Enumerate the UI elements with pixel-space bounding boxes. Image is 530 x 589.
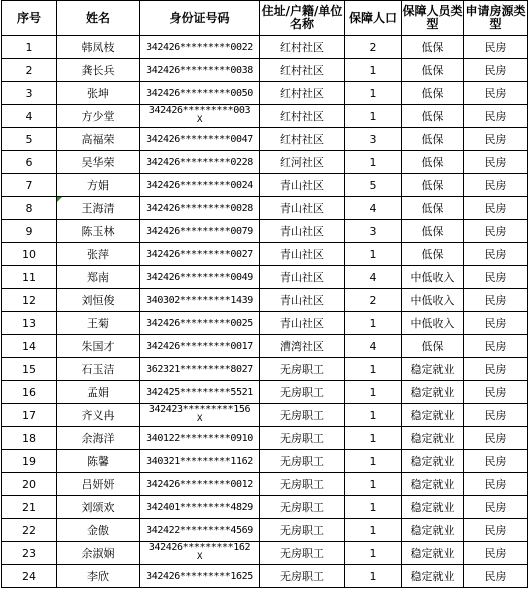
cell-type: 稳定就业 xyxy=(402,404,464,427)
cell-housing: 民房 xyxy=(464,82,528,105)
table-row xyxy=(2,197,528,220)
cell-id: 342426*********0028 xyxy=(140,197,260,220)
cell-id xyxy=(140,105,260,128)
cell-name xyxy=(57,36,140,59)
cell-address: 青山社区 xyxy=(260,243,345,266)
cell-name xyxy=(57,450,140,473)
header-persons: 保障人口 xyxy=(345,1,402,36)
cell-housing: 民房 xyxy=(464,59,528,82)
cell-type: 稳定就业 xyxy=(402,450,464,473)
cell-id: 342426*********0017 xyxy=(140,335,260,358)
cell-name xyxy=(57,358,140,381)
cell-address: 青山社区 xyxy=(260,289,345,312)
cell-type: 低保 xyxy=(402,220,464,243)
cell-address: 漕湾社区 xyxy=(260,335,345,358)
cell-housing: 民房 xyxy=(464,381,528,404)
cell-name-text: 郑南 xyxy=(87,271,109,284)
cell-address: 无房职工 xyxy=(260,473,345,496)
cell-name-text: 石玉洁 xyxy=(81,363,115,376)
cell-name xyxy=(57,82,140,105)
cell-seq: 3 xyxy=(2,82,57,105)
cell-name xyxy=(57,151,140,174)
cell-id-text: 342423*********156 xyxy=(148,404,251,415)
cell-id: 342426*********0079 xyxy=(140,220,260,243)
cell-housing: 民房 xyxy=(464,358,528,381)
cell-name-text: 高福荣 xyxy=(81,133,115,146)
cell-id xyxy=(140,404,260,427)
cell-housing: 民房 xyxy=(464,266,528,289)
cell-name-text: 王海清 xyxy=(81,202,115,215)
cell-seq: 19 xyxy=(2,450,57,473)
cell-housing: 民房 xyxy=(464,128,528,151)
cell-id: 342425*********5521 xyxy=(140,381,260,404)
cell-address: 青山社区 xyxy=(260,220,345,243)
cell-name xyxy=(57,289,140,312)
cell-housing: 民房 xyxy=(464,565,528,588)
cell-name-text: 吕妍妍 xyxy=(81,478,115,491)
cell-name xyxy=(57,174,140,197)
cell-persons: 1 xyxy=(345,59,402,82)
cell-seq: 20 xyxy=(2,473,57,496)
cell-seq: 11 xyxy=(2,266,57,289)
cell-seq: 9 xyxy=(2,220,57,243)
cell-name-text: 齐义冉 xyxy=(81,409,115,422)
cell-persons: 5 xyxy=(345,174,402,197)
cell-id-tail: X xyxy=(196,414,203,424)
cell-id: 342426*********0047 xyxy=(140,128,260,151)
cell-housing: 民房 xyxy=(464,289,528,312)
cell-persons: 4 xyxy=(345,266,402,289)
table-row xyxy=(2,82,528,105)
cell-address: 红村社区 xyxy=(260,105,345,128)
header-name: 姓名 xyxy=(57,1,140,36)
cell-seq: 12 xyxy=(2,289,57,312)
cell-name xyxy=(57,335,140,358)
cell-name-text: 张坤 xyxy=(87,87,109,100)
table-row xyxy=(2,243,528,266)
table-row xyxy=(2,427,528,450)
cell-persons: 1 xyxy=(345,358,402,381)
cell-name-text: 韩凤枝 xyxy=(81,41,115,54)
cell-type: 中低收入 xyxy=(402,289,464,312)
cell-seq: 22 xyxy=(2,519,57,542)
cell-persons: 4 xyxy=(345,335,402,358)
table-row xyxy=(2,59,528,82)
table-body xyxy=(2,36,528,588)
cell-seq: 18 xyxy=(2,427,57,450)
cell-seq: 15 xyxy=(2,358,57,381)
cell-housing: 民房 xyxy=(464,312,528,335)
cell-id: 342426*********1625 xyxy=(140,565,260,588)
cell-housing: 民房 xyxy=(464,220,528,243)
table-row xyxy=(2,105,528,128)
cell-id-text: 342426*********003 xyxy=(148,105,251,116)
cell-name-text: 陈玉林 xyxy=(81,225,115,238)
cell-persons: 1 xyxy=(345,427,402,450)
cell-type: 中低收入 xyxy=(402,312,464,335)
cell-type: 中低收入 xyxy=(402,266,464,289)
cell-id: 342426*********0022 xyxy=(140,36,260,59)
cell-name-text: 方少堂 xyxy=(81,110,115,123)
cell-address: 无房职工 xyxy=(260,381,345,404)
cell-housing: 民房 xyxy=(464,197,528,220)
cell-name xyxy=(57,243,140,266)
cell-housing: 民房 xyxy=(464,335,528,358)
cell-name xyxy=(57,404,140,427)
table-row xyxy=(2,36,528,59)
cell-address: 无房职工 xyxy=(260,450,345,473)
table-row xyxy=(2,289,528,312)
cell-seq: 14 xyxy=(2,335,57,358)
cell-address: 无房职工 xyxy=(260,496,345,519)
cell-persons: 1 xyxy=(345,105,402,128)
header-housing: 申请房源类型 xyxy=(464,1,528,36)
cell-address: 无房职工 xyxy=(260,404,345,427)
cell-type: 稳定就业 xyxy=(402,519,464,542)
table-row xyxy=(2,473,528,496)
cell-id: 342422*********4569 xyxy=(140,519,260,542)
cell-id: 342426*********0049 xyxy=(140,266,260,289)
cell-id: 342426*********0050 xyxy=(140,82,260,105)
cell-housing: 民房 xyxy=(464,174,528,197)
cell-type: 低保 xyxy=(402,36,464,59)
cell-id: 342426*********0228 xyxy=(140,151,260,174)
cell-housing: 民房 xyxy=(464,243,528,266)
cell-seq: 24 xyxy=(2,565,57,588)
table-row xyxy=(2,266,528,289)
cell-name-text: 余淑娴 xyxy=(81,547,115,560)
cell-type: 低保 xyxy=(402,82,464,105)
cell-seq: 1 xyxy=(2,36,57,59)
cell-housing: 民房 xyxy=(464,404,528,427)
table-row xyxy=(2,312,528,335)
table-row xyxy=(2,565,528,588)
cell-housing: 民房 xyxy=(464,542,528,565)
cell-seq: 4 xyxy=(2,105,57,128)
cell-address: 红村社区 xyxy=(260,59,345,82)
cell-name xyxy=(57,519,140,542)
cell-persons: 4 xyxy=(345,197,402,220)
cell-name-text: 李欣 xyxy=(87,570,109,583)
cell-seq: 13 xyxy=(2,312,57,335)
comment-marker-icon xyxy=(57,197,62,202)
cell-persons: 1 xyxy=(345,82,402,105)
cell-address: 红村社区 xyxy=(260,82,345,105)
cell-seq: 6 xyxy=(2,151,57,174)
cell-name xyxy=(57,59,140,82)
cell-seq: 8 xyxy=(2,197,57,220)
cell-persons: 3 xyxy=(345,128,402,151)
cell-persons: 1 xyxy=(345,151,402,174)
cell-name-text: 朱国才 xyxy=(81,340,115,353)
cell-housing: 民房 xyxy=(464,496,528,519)
cell-housing: 民房 xyxy=(464,519,528,542)
table-row xyxy=(2,450,528,473)
cell-type: 低保 xyxy=(402,335,464,358)
cell-housing: 民房 xyxy=(464,473,528,496)
cell-name xyxy=(57,128,140,151)
cell-id: 342426*********0024 xyxy=(140,174,260,197)
cell-name xyxy=(57,565,140,588)
cell-seq: 17 xyxy=(2,404,57,427)
cell-seq: 7 xyxy=(2,174,57,197)
cell-name xyxy=(57,542,140,565)
cell-housing: 民房 xyxy=(464,450,528,473)
cell-persons: 1 xyxy=(345,312,402,335)
cell-name-text: 刘颂欢 xyxy=(81,501,115,514)
table-row xyxy=(2,220,528,243)
housing-assistance-table xyxy=(1,0,528,588)
cell-name xyxy=(57,312,140,335)
cell-id: 340321*********1162 xyxy=(140,450,260,473)
cell-name-text: 孟娟 xyxy=(87,386,109,399)
cell-seq: 2 xyxy=(2,59,57,82)
cell-name xyxy=(57,381,140,404)
cell-persons: 1 xyxy=(345,404,402,427)
cell-persons: 1 xyxy=(345,542,402,565)
cell-address: 青山社区 xyxy=(260,312,345,335)
cell-address: 无房职工 xyxy=(260,358,345,381)
cell-seq: 10 xyxy=(2,243,57,266)
cell-id xyxy=(140,542,260,565)
cell-id-tail: X xyxy=(196,552,203,562)
cell-id-text: 342426*********162 xyxy=(148,542,251,553)
cell-id: 342426*********0012 xyxy=(140,473,260,496)
cell-name-text: 方娟 xyxy=(87,179,109,192)
cell-type: 稳定就业 xyxy=(402,358,464,381)
cell-address: 无房职工 xyxy=(260,427,345,450)
cell-name-text: 金傲 xyxy=(87,524,109,537)
cell-name xyxy=(57,266,140,289)
cell-name xyxy=(57,105,140,128)
cell-address: 青山社区 xyxy=(260,266,345,289)
cell-type: 稳定就业 xyxy=(402,496,464,519)
cell-name xyxy=(57,220,140,243)
cell-type: 稳定就业 xyxy=(402,381,464,404)
table-row xyxy=(2,151,528,174)
cell-id: 342426*********0025 xyxy=(140,312,260,335)
cell-persons: 1 xyxy=(345,565,402,588)
cell-seq: 23 xyxy=(2,542,57,565)
cell-address: 无房职工 xyxy=(260,565,345,588)
cell-persons: 1 xyxy=(345,473,402,496)
cell-persons: 1 xyxy=(345,243,402,266)
header-type: 保障人员类型 xyxy=(402,1,464,36)
cell-id: 342426*********0038 xyxy=(140,59,260,82)
cell-name-text: 张萍 xyxy=(87,248,109,261)
cell-address: 红村社区 xyxy=(260,36,345,59)
cell-persons: 1 xyxy=(345,381,402,404)
cell-type: 低保 xyxy=(402,151,464,174)
table-row xyxy=(2,381,528,404)
cell-housing: 民房 xyxy=(464,427,528,450)
cell-seq: 5 xyxy=(2,128,57,151)
table-row xyxy=(2,519,528,542)
header-id: 身份证号码 xyxy=(140,1,260,36)
table-row xyxy=(2,335,528,358)
cell-address: 红村社区 xyxy=(260,128,345,151)
cell-persons: 2 xyxy=(345,36,402,59)
cell-persons: 3 xyxy=(345,220,402,243)
cell-type: 低保 xyxy=(402,243,464,266)
cell-name-text: 刘恒俊 xyxy=(81,294,115,307)
cell-id: 340302*********1439 xyxy=(140,289,260,312)
cell-name xyxy=(57,427,140,450)
cell-address: 无房职工 xyxy=(260,542,345,565)
cell-seq: 16 xyxy=(2,381,57,404)
cell-id: 342401*********4829 xyxy=(140,496,260,519)
cell-name xyxy=(57,496,140,519)
cell-name-text: 王菊 xyxy=(87,317,109,330)
cell-persons: 1 xyxy=(345,496,402,519)
cell-id: 342426*********0027 xyxy=(140,243,260,266)
cell-type: 稳定就业 xyxy=(402,565,464,588)
cell-name-text: 余海洋 xyxy=(81,432,115,445)
cell-id: 362321*********8027 xyxy=(140,358,260,381)
cell-type: 稳定就业 xyxy=(402,542,464,565)
cell-type: 稳定就业 xyxy=(402,473,464,496)
cell-address: 红河社区 xyxy=(260,151,345,174)
cell-type: 稳定就业 xyxy=(402,427,464,450)
cell-persons: 1 xyxy=(345,519,402,542)
cell-name xyxy=(57,473,140,496)
cell-type: 低保 xyxy=(402,174,464,197)
header-address: 住址/户籍/单位名称 xyxy=(260,1,345,36)
cell-address: 青山社区 xyxy=(260,174,345,197)
table-row xyxy=(2,496,528,519)
cell-persons: 1 xyxy=(345,450,402,473)
cell-name-text: 陈馨 xyxy=(87,455,109,468)
table-row xyxy=(2,542,528,565)
cell-address: 青山社区 xyxy=(260,197,345,220)
cell-id-tail: X xyxy=(196,115,203,125)
table-row xyxy=(2,404,528,427)
cell-housing: 民房 xyxy=(464,105,528,128)
cell-id: 340122*********0910 xyxy=(140,427,260,450)
cell-type: 低保 xyxy=(402,128,464,151)
cell-type: 低保 xyxy=(402,105,464,128)
header-row xyxy=(2,1,528,36)
cell-persons: 2 xyxy=(345,289,402,312)
table-row xyxy=(2,174,528,197)
table-row xyxy=(2,358,528,381)
cell-housing: 民房 xyxy=(464,151,528,174)
cell-seq: 21 xyxy=(2,496,57,519)
cell-type: 低保 xyxy=(402,197,464,220)
cell-type: 低保 xyxy=(402,59,464,82)
cell-address: 无房职工 xyxy=(260,519,345,542)
table-row xyxy=(2,128,528,151)
cell-housing: 民房 xyxy=(464,36,528,59)
cell-name xyxy=(57,197,140,220)
header-seq: 序号 xyxy=(2,1,57,36)
cell-name-text: 龚长兵 xyxy=(81,64,115,77)
cell-name-text: 吴华荣 xyxy=(81,156,115,169)
